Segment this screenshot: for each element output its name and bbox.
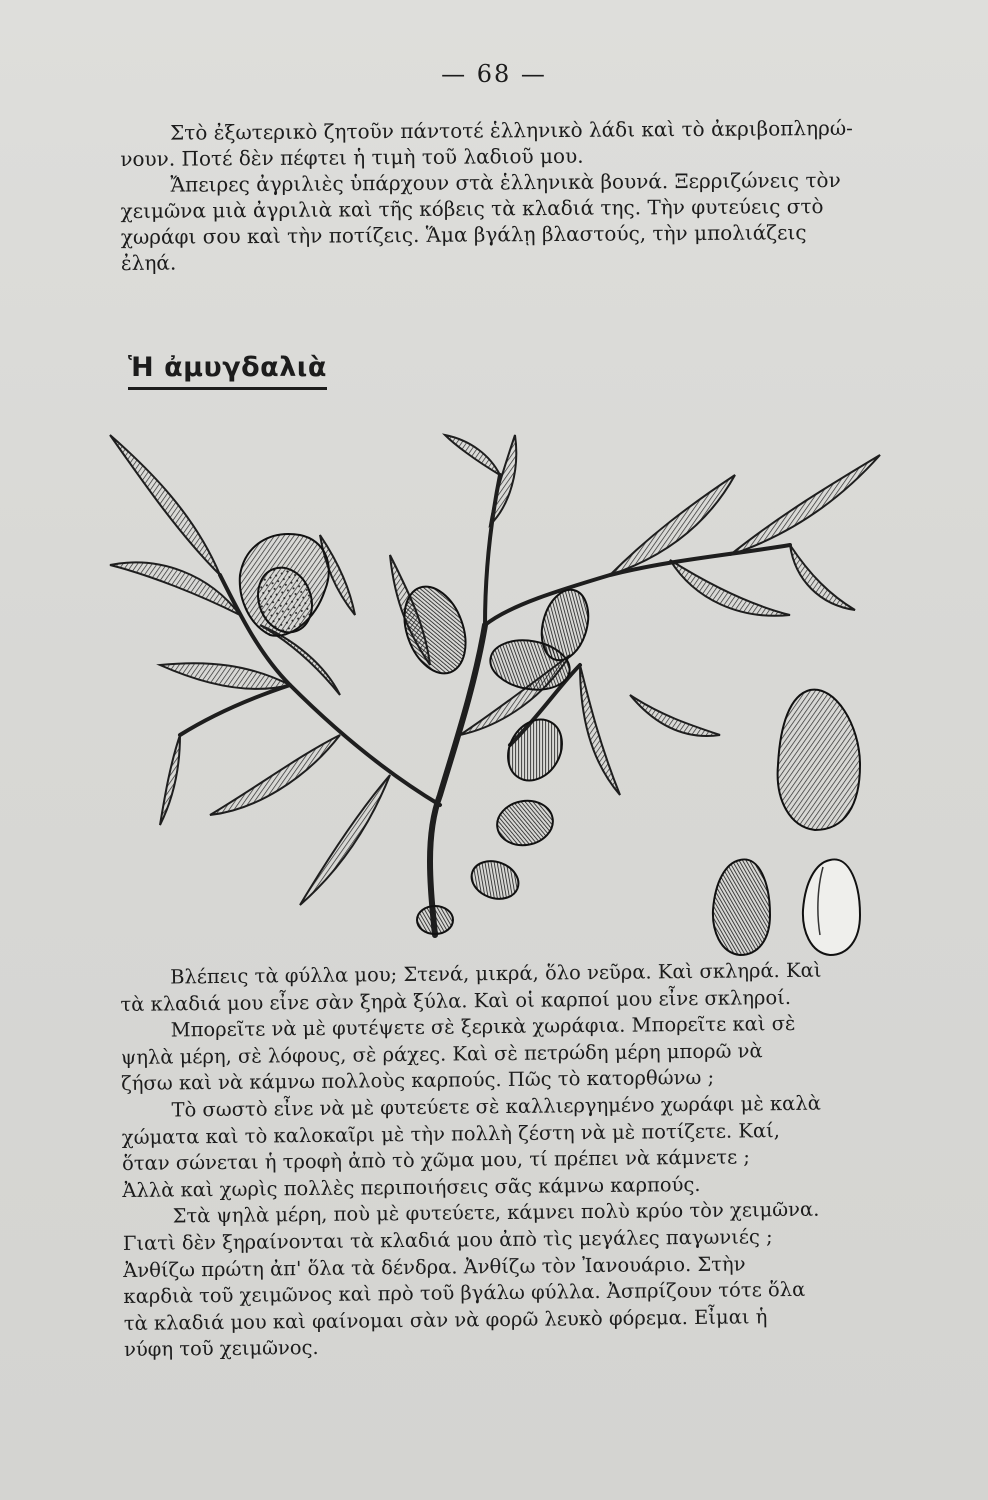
text-line: ὅταν σώνεται ἡ τροφὴ ἀπὸ τὸ χῶμα μου, τί πρέπει νὰ κάμνετε ; (121, 1145, 751, 1176)
text-line: ζήσω καὶ νὰ κάμνω πολλοὺς καρπούς. Πῶς τὸ κατορθώνω ; (121, 1066, 715, 1096)
section-title: Ἡ ἀμυγδαλιὰ (128, 352, 327, 390)
text-line: τὰ κλαδιά μου εἶνε σὰν ξηρὰ ξύλα. Καὶ οἱ καρποί μου εἶνε σκληροί. (120, 985, 792, 1016)
almond-branch-drawing (90, 415, 890, 960)
opened-almond-hull (240, 534, 329, 640)
text-line: Γιατὶ δὲν ξηραίνονται τὰ κλαδιά μου ἀπὸ τὶς μεγάλες παγωνιές ; (122, 1225, 773, 1255)
text-line: νουν. Ποτέ δὲν πέφτει ἡ τιμὴ τοῦ λαδιοῦ μου. (120, 143, 584, 171)
text-line: Ἀνθίζω πρώτη ἀπ' ὅλα τὰ δένδρα. Ἀνθίζω τὸν Ἰανουάριο. Στὴν (123, 1251, 746, 1282)
almond-fruits (393, 578, 595, 934)
text-line: ψηλὰ μέρη, σὲ λόφους, σὲ ράχες. Καὶ σὲ πετρώδη μέρη μπορῶ νὰ (120, 1039, 763, 1069)
page-number: — 68 — (441, 60, 547, 88)
text-line: χωράφι σου καὶ τὴν ποτίζεις. Ἅμα βγάλῃ βλαστούς, τὴν μπολιάζεις (120, 220, 807, 249)
text-line: ἐληά. (120, 250, 177, 275)
text-line: Βλέπεις τὰ φύλλα μου; Στενά, μικρά, ὅλο νεῦρα. Καὶ σκληρά. Καὶ (170, 958, 822, 989)
text-line: Ἄπειρες ἀγριλιὲς ὑπάρχουν στὰ ἑλληνικὰ βουνά. Ξερριζώνεις τὸν (170, 167, 841, 197)
text-line: Τὸ σωστὸ εἶνε νὰ μὲ φυτεύετε σὲ καλλιεργημένο χωράφι μὲ καλὰ (171, 1091, 821, 1122)
almond-nuts (713, 690, 860, 955)
text-line: νύφη τοῦ χειμῶνος. (123, 1336, 319, 1362)
text-line: καρδιὰ τοῦ χειμῶνος καὶ πρὸ τοῦ βγάλω φύλλα. Ἀσπρίζουν τότε ὅλα (123, 1277, 806, 1309)
text-line: Μπορεῖτε νὰ μὲ φυτέψετε σὲ ξερικὰ χωράφια. Μπορεῖτε καὶ σὲ (170, 1012, 796, 1042)
bottom-paragraphs (120, 957, 924, 1364)
text-line: χώματα καὶ τὸ καλοκαῖρι μὲ τὴν πολλὴ ζέστη νὰ μὲ ποτίζετε. Καί, (121, 1118, 781, 1149)
text-line: Ἀλλὰ καὶ χωρὶς πολλὲς περιποιήσεις σᾶς κάμνω καρπούς. (122, 1172, 701, 1202)
text-line: χειμῶνα μιὰ ἀγριλιὰ καὶ τῆς κόβεις τὰ κλαδιά της. Τὴν φυτεύεις στὸ (120, 194, 824, 223)
text-line: Στὰ ψηλὰ μέρη, ποὺ μὲ φυτεύετε, κάμνει πολὺ κρύο τὸν χειμῶνα. (172, 1198, 820, 1228)
text-line: Στὸ ἐξωτερικὸ ζητοῦν πάντοτέ ἑλληνικὸ λάδι καὶ τὸ ἀκριβοπληρώ- (170, 115, 853, 145)
almond-branch-illustration (90, 415, 890, 964)
text-line: τὰ κλαδιά μου καὶ φαίνομαι σὰν νὰ φορῶ λευκὸ φόρεμα. Εἶμαι ἡ (123, 1304, 768, 1335)
top-paragraphs (120, 114, 921, 276)
